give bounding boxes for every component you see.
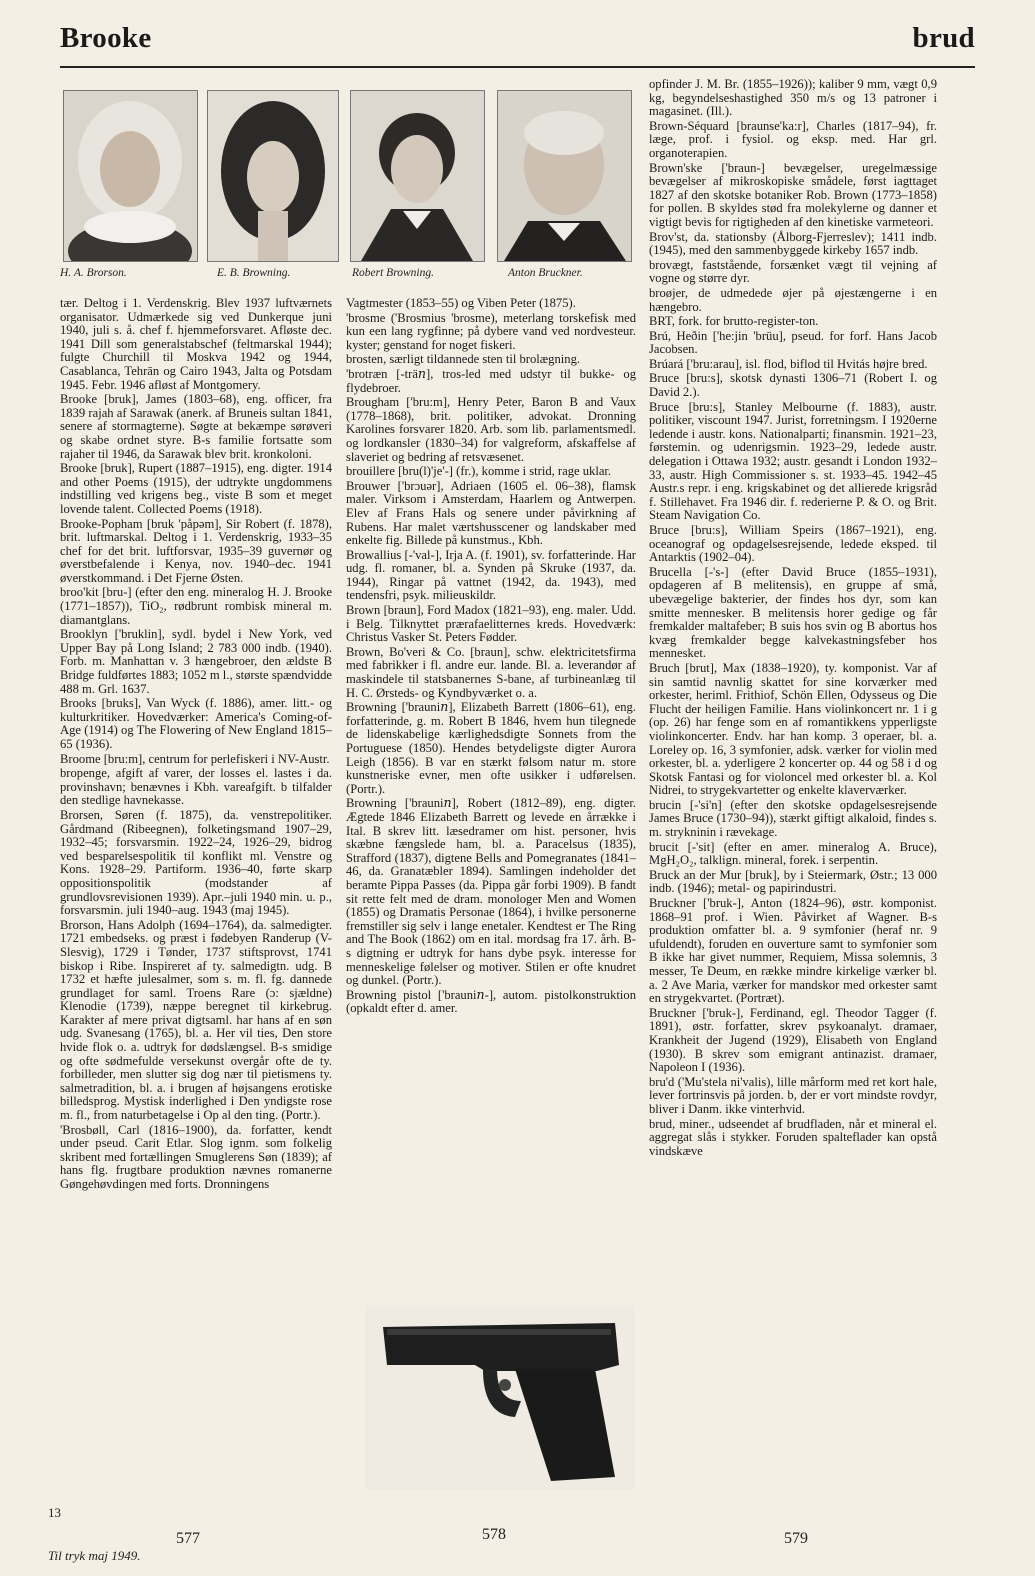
header-left-word: Brooke xyxy=(60,22,152,54)
entry-paragraph: Browning ['brauni𝑛], Robert (1812–89), eng. digter. Ægtede 1846 Elizabeth Barrett og levede en årrække i Ital. B skrev litt. læsedramer om hist. personer, hvis skæbne fængslede ham, bl. a. Paracelsus (1835), Strafford (1837), digtene Bells and Pomegranates (1841–46, da. Granatæbler 1894). Samlingen indeholder det beramte Pippa Passes (da. Pippa går forbi 1909). B fandt sit rette felt med de dram. monologer Men and Women (1855) og Dramatis Personae (1864), i hvilke personerne fremstiller sig selv i lange enetaler. Kendtest er The Ring and The Book (1862) om en ital. mordsag fra 17. årh. B-s digtning er udtryk for hans dybe psyk. interesse for menneskelige følelser og motiver. Stilen er ofte knudret og dunkel. (Portr.). xyxy=(346,796,636,988)
entry-paragraph: opfinder J. M. Br. (1855–1926)); kaliber 9 mm, vægt 0,9 kg, begyndelseshastighed 350 m/s og 13 patroner i magasinet. (Ill.). xyxy=(649,78,937,119)
entry-paragraph: 'Brosbøll, Carl (1816–1900), da. forfatter, kendt under pseud. Carit Etlar. Slog ignm. som folkelig skribent med fortællingen Smuglerens Søn (1839); af hans flg. frugtbare produktion nævnes romanerne Gøngehøvdingen med forts. Dronningens xyxy=(60,1122,332,1191)
entry-paragraph: brosten, særligt tildannede sten til brolægning. xyxy=(346,352,581,367)
entry-paragraph: brud, miner., udseendet af brudfladen, når et mineral el. aggregat slås i stykker. Foruden spalteflader kan opstå vindskæve xyxy=(649,1116,937,1158)
header-rule xyxy=(60,66,975,68)
portrait-e-b-browning xyxy=(207,90,339,262)
entry-paragraph: Brooke-Popham [bruk 'påpəm], Sir Robert (f. 1878), brit. luftmarskal. Deltog i 1. Verdenskrig, 1933–35 chef for det brit. luftforsvar, 1935–39 guvernør og øverstbefalende i Kenya, nov. 1940–dec. 1941 øverstkommand. i Det Fjerne Østen. xyxy=(60,516,332,585)
entry-paragraph: brucit [-'sit] (efter en amer. mineralog A. Bruce), MgH₂O₂, talklign. mineral, forek. i serpentin. xyxy=(649,839,937,868)
entry-paragraph: Browning pistol ['brauni𝑛-], autom. pistolkonstruktion (opkaldt efter d. amer. xyxy=(346,987,636,1016)
pistol-image xyxy=(365,1305,635,1490)
text-column-right xyxy=(649,78,937,1492)
entry-paragraph: bru'd ('Mu'stela ni'valis), lille mårform med ret kort hale, lever fortrinsvis på jorden. b, der er vort mindste rovdyr, bliver i Danm. ikke vinterhvid. xyxy=(649,1074,937,1116)
entry-paragraph: 'brosme ('Brosmius 'brosme), meterlang torskefisk med kun een lang rygfinne; på dybere vand ved nordvesteur. kyster; genstand for noget fiskeri. xyxy=(346,310,636,352)
portrait-brorson-image xyxy=(64,91,197,261)
entry-paragraph: Brown'ske ['braun-] bevægelser, uregelmæssige bevægelser af mikroskopiske smådele, først iagttaget 1827 af den skotske botaniker Rob. Brown (1773–1858) for pollen. B skyldes stød fra molekylerne og danner et vigtigt bevis for rigtigheden af den kinetiske varmeteori. xyxy=(649,160,937,229)
print-note: Til tryk maj 1949. xyxy=(48,1548,141,1563)
entry-paragraph: Brown [braun], Ford Madox (1821–93), eng. maler. Udd. i Belg. Tilknyttet prærafaelitternes kreds. Hovedværk: Christus Vasker St. Peters Fødder. xyxy=(346,603,636,645)
portrait-bruckner-image xyxy=(498,91,631,261)
entry-paragraph: brovægt, faststående, forsænket vægt til vejning af vogne og større dyr. xyxy=(649,257,937,286)
portrait-brorson xyxy=(63,90,198,262)
entry-paragraph: Brouwer ['brɔuər], Adriaen (1605 el. 06–38), flamsk maler. Virksom i Amsterdam, Haarlem og Antwerpen. Elev af Frans Hals og senere under påvirkning af Rubens. Har malet værtshusscener og landskaber med enkelte fig. Billede på kunstmus., Kbh. xyxy=(346,478,636,548)
entry-paragraph: Bruce [bru:s], Stanley Melbourne (f. 1883), austr. politiker, viscount 1947. Jurist, forretningsm. I 1920erne ledende i austr. kons. Nationalparti; finansmin. 1921–23, førstemin. og udenrigsmin. 1923–29, ledede austr. delegation i Ottawa 1932; austr. gesandt i London 1932–33, austr. High Commissioner s. st. 1933–45. 1942–45 Austr.s repr. i eng. krigskabinet og det allierede krigsråd f. Stillehavet. Fra 1946 dir. f. rederierne P. & O. og Brit. Steam Navigation Co. xyxy=(649,399,937,523)
portrait-bruckner xyxy=(497,90,632,262)
text-column-middle xyxy=(346,297,636,1302)
header-right-word: brud xyxy=(912,22,975,54)
entry-paragraph: Brúará ['bru:arau], isl. flod, biflod til Hvitás højre bred. xyxy=(649,356,928,371)
entry-paragraph: bropenge, afgift af varer, der losses el. lastes i da. provinshavn; benævnes i Kbh. vareafgift. b tilfalder den stedlige havnekasse. xyxy=(60,766,332,808)
entry-paragraph: broøjer, de udmededе øjer på øjestængerne i en hængebro. xyxy=(649,285,937,314)
entry-paragraph: Brown-Séquard [braunse'ka:r], Charles (1817–94), fr. læge, prof. i fysiol. og eksp. med. Har grl. organoterapien. xyxy=(649,118,937,160)
entry-paragraph: Bruch [brut], Max (1838–1920), ty. komponist. Var af sin samtid navnlig skattet for sine korværker med orkester, heriml. Frithiof, Schön Ellen, Odysseus og Die Flucht der heiligen Familie. Hans violinkoncert nr. 1 i g (op. 26) har fenge som en af romantikkens ypperligste violinkoncerter. Endv. har han komp. 3 operaer, bl. a. Loreley op. 16, 3 symfonier, adsk. værker for violin med orkester, bl. a. yderligere 2 koncerter op. 44 og 58 i d og Skotsk Fantasi og for violoncel med orkester bl. a. Kol Nidrei, to strygekvartetter og enkelte klaverværker. xyxy=(649,660,937,798)
entry-paragraph: Brooke [bruk], James (1803–68), eng. officer, fra 1839 rajah af Sarawak (anerk. af Bruneis sultan 1841, senere af stormagterne). Søgte at bekæmpe sørøveri og skabe ordnet styre. B-s familie fortsatte som rajaher til 1946, da Sarawak blev brit. kronkoloni. xyxy=(60,392,332,461)
entry-paragraph: Brú, Heðin ['he:jin 'brüu], pseud. for forf. Hans Jacob Jacobsen. xyxy=(649,328,937,357)
entry-paragraph: tær. Deltog i 1. Verdenskrig. Blev 1937 luftværnets organisator. Udmærkede sig ved Dunkerque juni 1940, juli s. å. chef f. hjemmeforsvaret. Afløste dec. 1941 Dill som generalstabschef (feltmarskal 1944); fulgte Churchill til Moskva 1942 og 1944, Casablanca, Tehrān og Cairo 1943, Jalta og Potsdam 1945. Febr. 1946 afløst af Montgomery. xyxy=(60,297,332,392)
portrait-robert-browning xyxy=(350,90,485,262)
entry-paragraph: Brown, Bo'veri & Co. [braun], schw. elektricitetsfirma med fabrikker i fl. andre eur. lande. Bl. a. leverandør af maskindele til statsbanernes S-bane, af turbineanlæg til H. C. Ørsteds- og Kyndbyværket o. a. xyxy=(346,644,636,700)
entry-paragraph: Brorsen, Søren (f. 1875), da. venstrepolitiker. Gårdmand (Ribeegnen), folketingsmand 1907–29, 1932–45; forsvarsmin. 1922–24, 1926–29, bidrog ved besparelsespolitik til konflikt ml. Venstre og Kons. 1928–29. Partiform. 1936–40, førte skarp oppositionspolitik (modstander af grundlovsrevisionen 1939). Apr.–juli 1940 min. u. p., forsvarsmin. juli 1940–aug. 1943 (maj 1945). xyxy=(60,807,332,918)
text-column-left xyxy=(60,297,332,1492)
entry-paragraph: Brov'st, da. stationsby (Ålborg-Fjerreslev); 1411 indb. (1945), med den sammenbyggede kirkeby 1657 indb. xyxy=(649,229,937,258)
entry-paragraph: 'brotræn [-trä𝑛], tros-led med udstyr til bukke- og flydebroer. xyxy=(346,366,636,395)
entry-paragraph: Bruckner ['bruk-], Anton (1824–96), østr. komponist. 1868–91 prof. i Wien. Påvirket af Wagner. B-s produktion omfatter bl. a. 9 symfonier (heraf nr. 9 ufuldendt), foruden en ouverture samt to symfonier som B ikke har givet nummer, Requiem, Missa solemnis, 3 messer, Te Deum, en række mindre kirkelige værker bl. a. 2 Ave Maria, værker for mandskor med orkester samt en strygekvartet. (Portræt). xyxy=(649,896,937,1006)
portrait-caption: Anton Bruckner. xyxy=(508,267,583,279)
entry-paragraph: Bruce [bru:s], William Speirs (1867–1921), eng. oceanograf og opdagelsesrejsende, ledede eksped. til Antarktis (1902–04). xyxy=(649,523,937,565)
entry-paragraph: Brougham ['bru:m], Henry Peter, Baron B and Vaux (1778–1868), brit. politiker, advokat. Dronning Karolines forsvarer 1820. Arb. som lib. parlamentsmedl. og lordkansler (1830–34) for valgreform, afskaffelse af slaveriet og bedring af retsvæsenet. xyxy=(346,395,636,464)
entry-paragraph: Brooke [bruk], Rupert (1887–1915), eng. digter. 1914 and other Poems (1915), der udtrykte ungdommens indstilling ved krigens beg., viste B som et meget lovende talent. Collected Poems (1918). xyxy=(60,461,332,516)
entry-paragraph: Brooks [bruks], Van Wyck (f. 1886), amer. litt.- og kulturkritiker. Hovedværker: America's Coming-of-Age (1914) og The Flowering of New England 1815–65 (1936). xyxy=(60,696,332,751)
entry-paragraph: broo'kit [bru-] (efter den eng. mineralog H. J. Brooke (1771–1857)), TiO₂, rødbrunt rombisk mineral m. diamantglans. xyxy=(60,585,332,627)
page-number-left: 577 xyxy=(176,1530,200,1547)
page-header xyxy=(60,22,975,66)
entry-paragraph: Vagtmester (1853–55) og Viben Peter (1875). xyxy=(346,297,576,310)
portrait-row xyxy=(60,90,635,290)
entry-paragraph: BRT, fork. for brutto-register-ton. xyxy=(649,314,819,329)
entry-paragraph: Brucella [-'s-] (efter David Bruce (1855–1931), opdageren af B melitensis), en gruppe af små, ubevægelige bakterier, der findes hos dyr, som kan smitte mennesker. B melitensis horer gedige og får fremkalder maltafeber; B suis hos svin og B abortus hos kvæg fremkalder begge kalvekastningsfeber hos mennesket. xyxy=(649,564,937,661)
portrait-caption: H. A. Brorson. xyxy=(60,267,127,279)
entry-paragraph: Brorson, Hans Adolph (1694–1764), da. salmedigter. 1721 embedseks. og præst i fødebyen Randerup (V-Slesvig), 1729 i Tønder, 1737 stiftsprovst, 1741 biskop i Ribe. Inspireret af ty. salmedigtn. udg. B 1732 et hæfte julesalmer, som s. m. fl. fg. dannede grundlaget for saml. Troens Rare (ɔ: sjældne) Klenodie (1739), næppe beregnet til kirkebrug. Karakter af mere privat digtsaml. har hans af en søn udg. Svanesang (1765), bl. a. Her vil ties, Den store hvide flok o. a. udtryk for dødslængsel. B-s smidige og ofte sødmefulde versekunst overgår ofte de ty. forbilleder, men slutter sig dog nær til pietismens ty. salmetradition, bl. a. i brugen af højsangens erotiske billedsprog. Mystisk inderlighed i Den yndigste rose m. fl., from naturbetagelse i Op al den ting. (Portr.). xyxy=(60,917,332,1123)
entry-paragraph: Broome [bru:m], centrum for perlefiskeri i NV-Austr. xyxy=(60,751,330,766)
entry-paragraph: brucin [-'si'n] (efter den skotske opdagelsesrejsende James Bruce (1730–94)), stærkt giftigt alkaloid, findes s. m. strykninin i rævekage. xyxy=(649,797,937,840)
portrait-caption: Robert Browning. xyxy=(352,267,434,279)
portrait-e-b-browning-image xyxy=(208,91,338,261)
entry-paragraph: Brooklyn ['bruklin], sydl. bydel i New York, ved Upper Bay på Long Island; 2 783 000 indb. (1940). Forb. m. Manhattan v. 3 hængebroer, den ældste B Bridge fuldførtes 1883; 1052 m l., største spændvidde 488 m. Grl. 1637. xyxy=(60,627,332,696)
entry-paragraph: Bruckner ['bruk-], Ferdinand, egl. Theodor Tagger (f. 1891), østr. forfatter, skrev psykoanalyt. dramaer, Krankheit der Jugend (1929), Elisabeth von England (1930). B skrev som emigrant antinazist. dramaer, Napoleon I (1936). xyxy=(649,1005,937,1075)
entry-paragraph: Browning ['brauni𝑛], Elizabeth Barrett (1806–61), eng. forfatterinde, g. m. Robert B 1846, hvem hun tilegnede de lidenskabelige kærlighedsdigte Sonnets from the Portuguese (1850). Hendes betydeligste digter Aurora Leigh (1856). B var en stærkt følsom natur m. store kunstneriske evner, men ofte usikker i udførelsen. (Portr.). xyxy=(346,700,636,796)
browning-pistol-illustration xyxy=(365,1305,635,1490)
signature-mark: 13 xyxy=(48,1505,61,1520)
entry-paragraph: Bruce [bru:s], skotsk dynasti 1306–71 (Robert I. og David 2.). xyxy=(649,371,937,400)
page-number-middle: 578 xyxy=(482,1526,506,1543)
portrait-caption: E. B. Browning. xyxy=(217,267,291,279)
page-number-right: 579 xyxy=(784,1530,808,1547)
portrait-robert-browning-image xyxy=(351,91,484,261)
entry-paragraph: Bruck an der Mur [bruk], by i Steiermark, Østr.; 13 000 indb. (1946); metal- og papirindustri. xyxy=(649,867,937,896)
entry-paragraph: Browallius [-'val-], Irja A. (f. 1901), sv. forfatterinde. Har udg. fl. romaner, bl. a. Synden på Skruke (1937, da. 1944), Ringar på vattnet (1942, da. 1943), med tendensfri, psyk. milieuskildr. xyxy=(346,547,636,603)
entry-paragraph: brouillere [bru(l)'je'-] (fr.), komme i strid, rage uklar. xyxy=(346,464,612,479)
